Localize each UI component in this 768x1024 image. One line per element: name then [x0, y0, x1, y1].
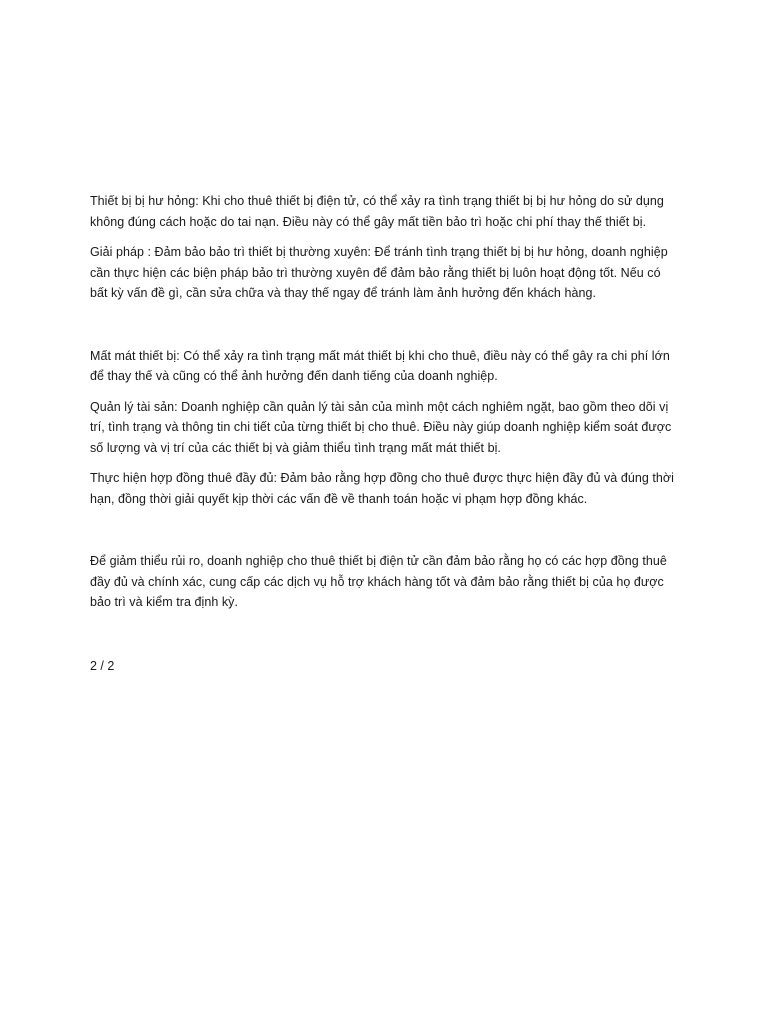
section-gap	[90, 509, 680, 551]
paragraph-risk-minimization: Để giảm thiểu rủi ro, doanh nghiệp cho thuê thiết bị điện tử cần đảm bảo rằng họ có các hợp đồng thuê đầy đủ và chính xác, cung cấp các dịch vụ hỗ trợ khách hàng tốt và đảm bảo rằng thiết bị của họ được bảo trì và kiểm tra định kỳ.	[90, 554, 667, 609]
paragraph-equipment-damage: Thiết bị bị hư hỏng: Khi cho thuê thiết bị điện tử, có thể xảy ra tình trạng thiết bị bị hư hỏng do sử dụng không đúng cách hoặc do tai nạn. Điều này có thể gây mất tiền bảo trì hoặc chi phí thay thế thiết bị.	[90, 194, 664, 229]
paragraph-gap	[90, 458, 680, 468]
paragraph-equipment-loss: Mất mát thiết bị: Có thể xảy ra tình trạng mất mát thiết bị khi cho thuê, điều này có thể gây ra chi phí lớn để thay thế và cũng có thể ảnh hưởng đến danh tiếng của doanh nghiệp.	[90, 348, 670, 383]
section-gap	[90, 304, 680, 346]
document-body	[90, 191, 680, 676]
paragraph-asset-management: Quản lý tài sản: Doanh nghiệp cần quản lý tài sản của mình một cách nghiêm ngặt, bao gồm theo dõi vị trí, tình trạng và thông tin chi tiết của từng thiết bị cho thuê. Điều này giúp doanh nghiệp kiểm soát được số lượng và vị trí của các thiết bị và giảm thiểu tình trạng mất mát thiết bị.	[90, 399, 672, 455]
paragraph-gap	[90, 232, 680, 242]
section-gap	[90, 613, 680, 656]
paragraph-maintenance-solution: Giải pháp : Đảm bảo bảo trì thiết bị thường xuyên: Để tránh tình trạng thiết bị bị hư hỏng, doanh nghiệp cần thực hiện các biện pháp bảo trì thường xuyên để đảm bảo rằng thiết bị luôn hoạt động tốt. Nếu có bất kỳ vấn đề gì, cần sửa chữa và thay thế ngay để tránh làm ảnh hưởng đến khách hàng.	[90, 245, 668, 300]
paragraph-gap	[90, 387, 680, 397]
page-number: 2 / 2	[90, 658, 115, 673]
paragraph-contract-execution: Thực hiện hợp đồng thuê đầy đủ: Đảm bảo rằng hợp đồng cho thuê được thực hiện đầy đủ và đúng thời hạn, đồng thời giải quyết kịp thời các vấn đề về thanh toán hoặc vi phạm hợp đồng khác.	[90, 471, 674, 506]
